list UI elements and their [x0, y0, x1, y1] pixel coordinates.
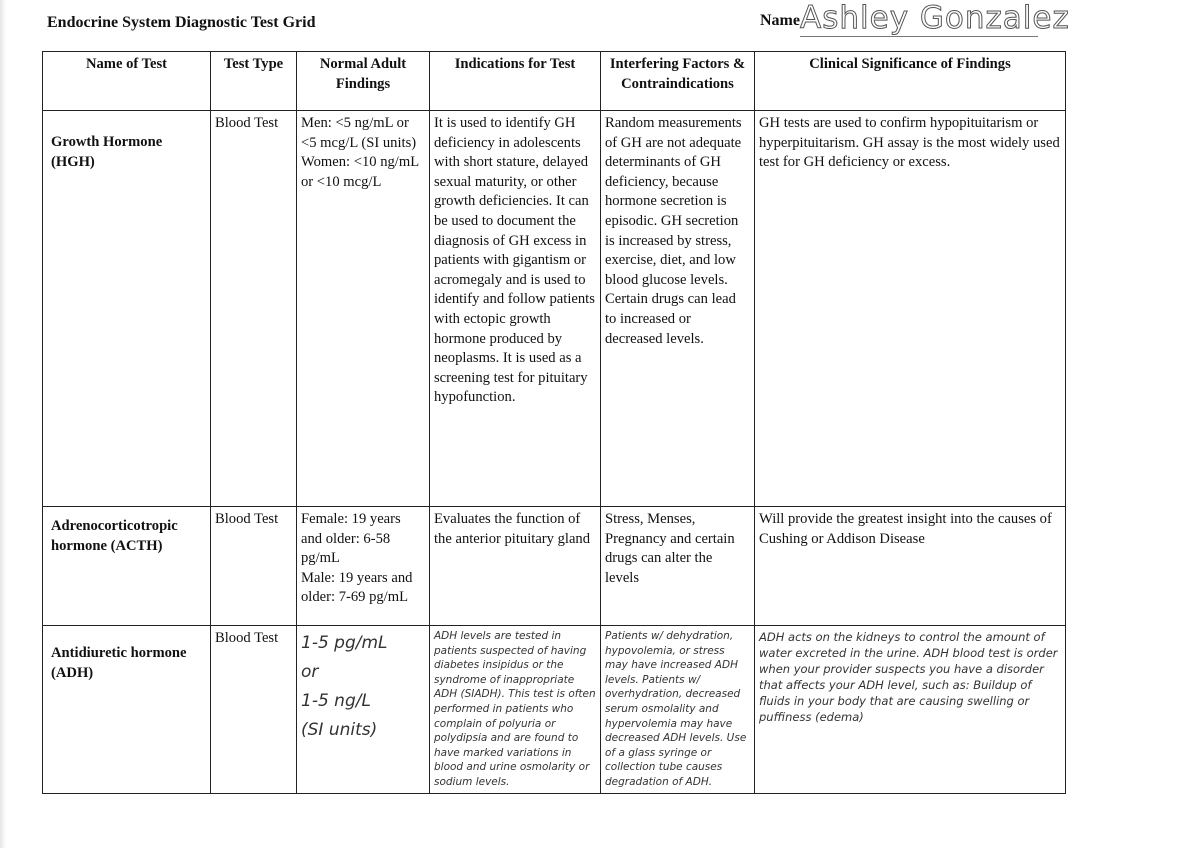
- col-header-name-of-test: Name of Test: [43, 52, 211, 111]
- student-name-handwritten: Ashley Gonzalez: [800, 0, 1070, 36]
- name-label: Name: [760, 12, 800, 29]
- test-type-cell: Blood Test: [211, 507, 297, 626]
- normal-findings-cell: Men: <5 ng/mL or <5 mcg/L (SI units) Women: <10 ng/mL or <10 mcg/L: [297, 111, 430, 507]
- test-name-cell: Growth Hormone (HGH): [43, 111, 211, 507]
- clinical-significance-handwritten: ADH acts on the kidneys to control the amount of water excreted in the urine. ADH blood test is order when your provider suspects you have a disorder that affects your ADH level, such as: Buildup of fluids in your body that are causing swelling or puffiness (edema): [755, 626, 1066, 794]
- clinical-significance-cell: GH tests are used to confirm hypopituitarism or hyperpituitarism. GH assay is the most widely used test for GH deficiency or excess.: [755, 111, 1066, 507]
- indications-handwritten: ADH levels are tested in patients suspected of having diabetes insipidus or the syndrome of inappropriate ADH (SIADH). This test is often performed in patients who complain of polyuria or polydipsia and are found to have marked variations in blood and urine osmolarity or sodium levels.: [430, 626, 601, 794]
- table-row-acth: [43, 507, 1066, 626]
- interfering-factors-cell: Stress, Menses, Pregnancy and certain drugs can alter the levels: [601, 507, 755, 626]
- page-title: Endocrine System Diagnostic Test Grid: [47, 14, 316, 31]
- normal-findings-handwritten: 1-5 pg/mL or 1-5 ng/L (SI units): [297, 626, 430, 794]
- indications-cell: Evaluates the function of the anterior pituitary gland: [430, 507, 601, 626]
- interfering-factors-cell: Random measurements of GH are not adequate determinants of GH deficiency, because hormone secretion is episodic. GH secretion is increased by stress, exercise, diet, and low blood glucose levels. Certain drugs can lead to increased or decreased levels.: [601, 111, 755, 507]
- table-row-adh: [43, 626, 1066, 794]
- col-header-interfering-factors: Interfering Factors & Contraindications: [601, 52, 755, 111]
- test-name-cell: Antidiuretic hormone (ADH): [43, 626, 211, 794]
- col-header-test-type: Test Type: [211, 52, 297, 111]
- col-header-indications: Indications for Test: [430, 52, 601, 111]
- test-type-cell: Blood Test: [211, 111, 297, 507]
- test-type-cell: Blood Test: [211, 626, 297, 794]
- scan-edge: [0, 0, 6, 848]
- diagnostic-test-grid: [42, 51, 1066, 794]
- test-name-cell: Adrenocorticotropic hormone (ACTH): [43, 507, 211, 626]
- indications-cell: It is used to identify GH deficiency in adolescents with short stature, delayed sexual maturity, or other growth deficiencies. It can be used to document the diagnosis of GH excess in patients with gigantism or acromegaly and is used to identify and follow patients with ectopic growth hormone produced by neoplasms. It is used as a screening test for pituitary hypofunction.: [430, 111, 601, 507]
- header-row: [43, 52, 1066, 111]
- table-row-hgh: [43, 111, 1066, 507]
- clinical-significance-cell: Will provide the greatest insight into the causes of Cushing or Addison Disease: [755, 507, 1066, 626]
- col-header-clinical-significance: Clinical Significance of Findings: [755, 52, 1066, 111]
- normal-findings-cell: Female: 19 years and older: 6-58 pg/mL Male: 19 years and older: 7-69 pg/mL: [297, 507, 430, 626]
- col-header-normal-findings: Normal Adult Findings: [297, 52, 430, 111]
- interfering-factors-handwritten: Patients w/ dehydration, hypovolemia, or stress may have increased ADH levels. Patients w/ overhydration, decreased serum osmolality and hypervolemia may have decreased ADH levels. Use of a glass syringe or collection tube causes degradation of ADH.: [601, 626, 755, 794]
